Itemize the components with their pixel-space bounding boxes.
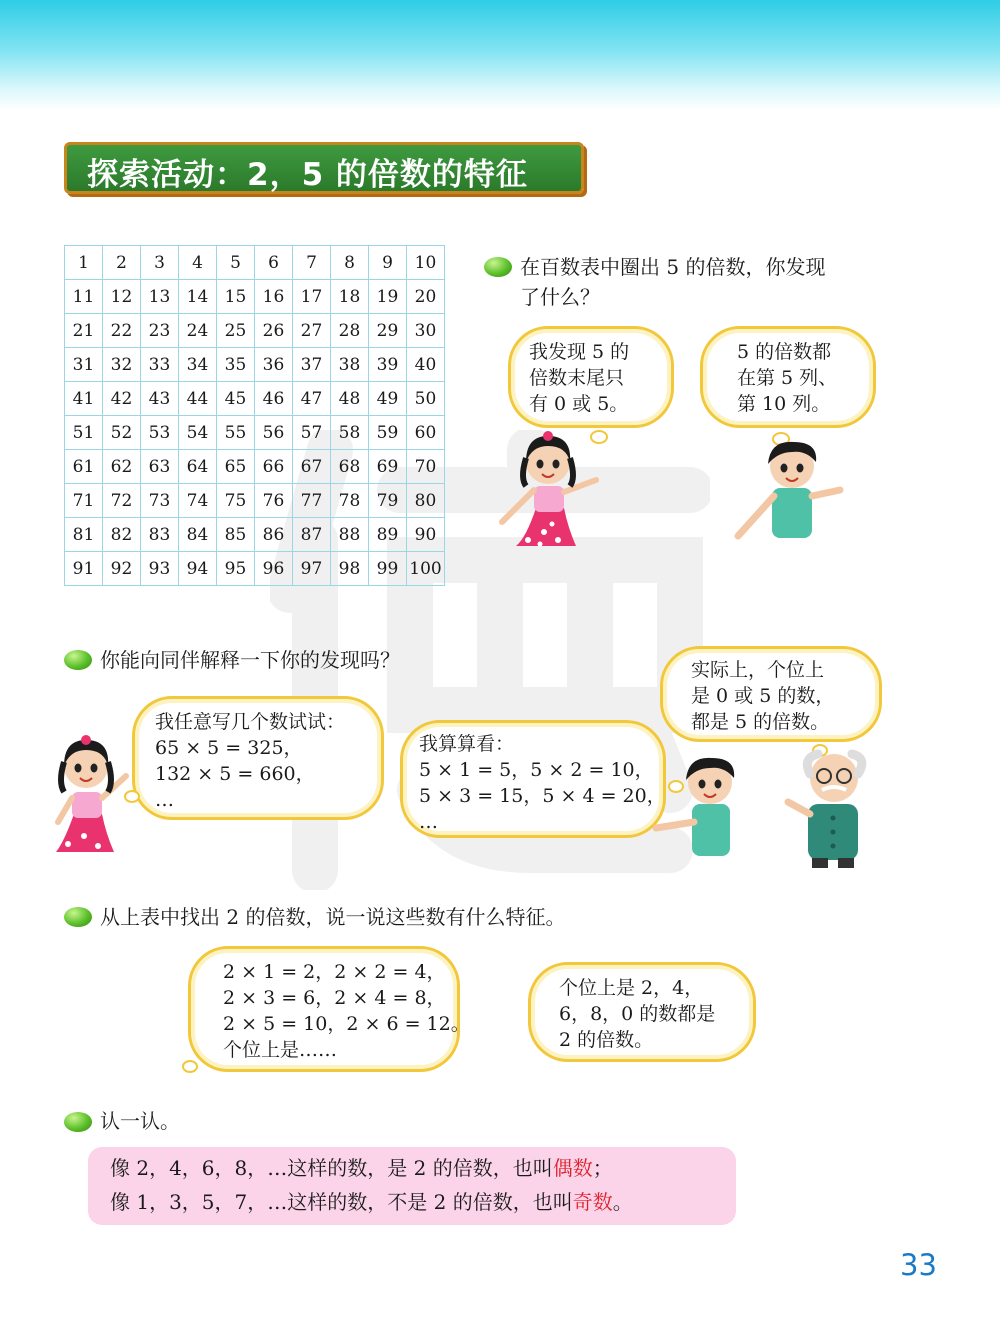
- hundred-chart-cell: 77: [293, 484, 331, 518]
- hundred-chart-cell: 37: [293, 348, 331, 382]
- bubble-line: 2 的倍数。: [559, 1029, 654, 1051]
- hundred-chart-cell: 66: [255, 450, 293, 484]
- bubble-line: 是 0 或 5 的数，: [691, 685, 835, 707]
- definition-odd-line: [110, 1187, 633, 1217]
- punctuation: 。: [612, 1190, 633, 1214]
- hundred-chart-cell: 46: [255, 382, 293, 416]
- hundred-chart-cell: 15: [217, 280, 255, 314]
- bubble-line: 2 × 1 = 2，2 × 2 = 4，: [223, 961, 446, 983]
- speech-bubble-q3-left: [188, 946, 470, 1072]
- hundred-chart-cell: 71: [65, 484, 103, 518]
- hundred-chart-cell: 62: [103, 450, 141, 484]
- hundred-chart-cell: 90: [407, 518, 445, 552]
- hundred-chart-cell: 34: [179, 348, 217, 382]
- definition-even-text: 像 2，4，6，8，…这样的数，是 2 的倍数，也叫: [110, 1156, 553, 1180]
- hundred-chart-cell: 2: [103, 246, 141, 280]
- hundred-chart-cell: 42: [103, 382, 141, 416]
- hundred-chart-cell: 48: [331, 382, 369, 416]
- bubble-line: 个位上是 2，4，: [559, 977, 704, 999]
- hundred-chart-cell: 95: [217, 552, 255, 586]
- girl-illustration-icon: [496, 428, 616, 552]
- bubble-line: 5 的倍数都: [737, 341, 832, 363]
- hundred-chart-cell: 21: [65, 314, 103, 348]
- hundred-chart-cell: 3: [141, 246, 179, 280]
- hundred-chart-cell: 53: [141, 416, 179, 450]
- hundred-chart-cell: 41: [65, 382, 103, 416]
- hundred-chart-cell: 65: [217, 450, 255, 484]
- hundred-chart-row: [65, 518, 445, 552]
- q2-prompt: 你能向同伴解释一下你的发现吗？: [100, 648, 400, 672]
- hundred-chart-cell: 20: [407, 280, 445, 314]
- hundred-chart-cell: 12: [103, 280, 141, 314]
- hundred-chart-cell: 52: [103, 416, 141, 450]
- term-even: 偶数: [552, 1156, 593, 1180]
- bubble-line: 个位上是……: [223, 1039, 338, 1061]
- girl-illustration-icon: [40, 732, 140, 856]
- hundred-chart-row: [65, 450, 445, 484]
- hundred-chart-cell: 73: [141, 484, 179, 518]
- speech-bubble-girl-q1: [508, 326, 674, 428]
- bubble-line: 5 × 3 = 15，5 × 4 = 20，: [419, 785, 666, 807]
- hundred-chart-row: [65, 246, 445, 280]
- speech-bubble-teacher-q2: [660, 646, 882, 742]
- hundred-chart-cell: 64: [179, 450, 217, 484]
- hundred-chart-cell: 55: [217, 416, 255, 450]
- hundred-chart-cell: 5: [217, 246, 255, 280]
- bubble-tail: [182, 1060, 198, 1073]
- bubble-line: 都是 5 的倍数。: [691, 711, 830, 733]
- hundred-chart-cell: 78: [331, 484, 369, 518]
- hundred-chart-cell: 60: [407, 416, 445, 450]
- boy-illustration-icon: [734, 436, 854, 548]
- hundred-chart-cell: 91: [65, 552, 103, 586]
- hundred-chart-cell: 28: [331, 314, 369, 348]
- green-bullet-icon: [64, 907, 92, 927]
- hundred-chart-cell: 30: [407, 314, 445, 348]
- hundred-chart-cell: 94: [179, 552, 217, 586]
- hundred-chart-cell: 68: [331, 450, 369, 484]
- hundred-chart-cell: 84: [179, 518, 217, 552]
- q4-prompt: 认一认。: [100, 1109, 180, 1133]
- hundred-chart-cell: 26: [255, 314, 293, 348]
- hundred-chart-cell: 49: [369, 382, 407, 416]
- hundred-chart-row: [65, 382, 445, 416]
- speech-bubble-girl-q2: [132, 696, 384, 820]
- hundred-chart-cell: 50: [407, 382, 445, 416]
- hundred-chart-cell: 63: [141, 450, 179, 484]
- bubble-line: 2 × 5 = 10，2 × 6 = 12。: [223, 1013, 470, 1035]
- hundred-chart-cell: 19: [369, 280, 407, 314]
- hundred-chart-cell: 58: [331, 416, 369, 450]
- hundred-chart-cell: 85: [217, 518, 255, 552]
- hundred-chart-row: [65, 552, 445, 586]
- bubble-line: 第 10 列。: [737, 393, 831, 415]
- hundred-chart-cell: 54: [179, 416, 217, 450]
- hundred-chart-row: [65, 484, 445, 518]
- hundred-chart-cell: 45: [217, 382, 255, 416]
- hundred-chart-cell: 72: [103, 484, 141, 518]
- hundred-chart-cell: 98: [331, 552, 369, 586]
- hundred-chart-cell: 57: [293, 416, 331, 450]
- hundred-chart-cell: 39: [369, 348, 407, 382]
- hundred-chart-cell: 10: [407, 246, 445, 280]
- hundred-chart-cell: 7: [293, 246, 331, 280]
- hundred-chart-cell: 35: [217, 348, 255, 382]
- q3-prompt: 从上表中找出 2 的倍数，说一说这些数有什么特征。: [100, 905, 566, 929]
- top-decor-band: [0, 0, 1000, 110]
- hundred-chart-cell: 22: [103, 314, 141, 348]
- bubble-line: 132 × 5 = 660，: [155, 763, 315, 785]
- hundred-chart-cell: 33: [141, 348, 179, 382]
- hundred-chart-cell: 79: [369, 484, 407, 518]
- bubble-line: 2 × 3 = 6，2 × 4 = 8，: [223, 987, 446, 1009]
- bubble-line: 在第 5 列、: [737, 367, 838, 389]
- hundred-chart-cell: 86: [255, 518, 293, 552]
- hundred-chart-cell: 47: [293, 382, 331, 416]
- bubble-line: 实际上，个位上: [691, 659, 825, 681]
- hundred-chart-cell: 16: [255, 280, 293, 314]
- hundred-chart-row: [65, 280, 445, 314]
- hundred-chart-cell: 51: [65, 416, 103, 450]
- q1-prompt-line2: 了什么？: [520, 285, 600, 309]
- hundred-chart-cell: 9: [369, 246, 407, 280]
- term-odd: 奇数: [572, 1190, 613, 1214]
- hundred-chart-cell: 61: [65, 450, 103, 484]
- hundred-chart-row: [65, 416, 445, 450]
- bubble-line: 5 × 1 = 5，5 × 2 = 10，: [419, 759, 654, 781]
- definition-even-line: [110, 1153, 613, 1183]
- bubble-line: …: [419, 811, 438, 833]
- hundred-chart-cell: 67: [293, 450, 331, 484]
- hundred-chart-cell: 56: [255, 416, 293, 450]
- hundred-chart-cell: 81: [65, 518, 103, 552]
- hundred-chart-cell: 24: [179, 314, 217, 348]
- page-number: 33: [900, 1248, 937, 1282]
- hundred-chart-cell: 1: [65, 246, 103, 280]
- boy-illustration-icon: [650, 752, 750, 864]
- hundred-chart-cell: 59: [369, 416, 407, 450]
- hundred-chart-cell: 14: [179, 280, 217, 314]
- teacher-illustration-icon: [778, 744, 888, 870]
- definition-box: [88, 1147, 736, 1225]
- green-bullet-icon: [484, 257, 512, 277]
- hundred-chart-cell: 23: [141, 314, 179, 348]
- hundred-chart-cell: 27: [293, 314, 331, 348]
- hundred-chart-cell: 36: [255, 348, 293, 382]
- hundred-chart-cell: 88: [331, 518, 369, 552]
- bubble-line: 我任意写几个数试试：: [155, 711, 346, 733]
- hundred-chart-cell: 40: [407, 348, 445, 382]
- bubble-line: 6，8，0 的数都是: [559, 1003, 716, 1025]
- definition-odd-text: 像 1，3，5，7，…这样的数，不是 2 的倍数，也叫: [110, 1190, 573, 1214]
- hundred-chart-cell: 18: [331, 280, 369, 314]
- hundred-chart-cell: 75: [217, 484, 255, 518]
- hundred-chart-cell: 11: [65, 280, 103, 314]
- hundred-chart-cell: 100: [407, 552, 445, 586]
- hundred-chart-cell: 29: [369, 314, 407, 348]
- section-title: 探索活动：2，5 的倍数的特征: [87, 157, 528, 193]
- punctuation: ；: [592, 1156, 613, 1180]
- speech-bubble-q3-right: [528, 962, 756, 1062]
- hundred-chart-cell: 70: [407, 450, 445, 484]
- section-title-banner: [64, 142, 584, 194]
- hundred-chart-cell: 74: [179, 484, 217, 518]
- hundred-chart-cell: 92: [103, 552, 141, 586]
- hundred-chart-cell: 32: [103, 348, 141, 382]
- hundred-chart-cell: 76: [255, 484, 293, 518]
- hundred-chart-cell: 99: [369, 552, 407, 586]
- q1-prompt-line1: 在百数表中圈出 5 的倍数，你发现: [520, 255, 826, 279]
- hundred-chart-row: [65, 314, 445, 348]
- speech-bubble-boy-q2: [400, 720, 666, 838]
- hundred-chart-cell: 93: [141, 552, 179, 586]
- bubble-line: 我算算看：: [419, 733, 515, 755]
- hundred-chart-cell: 80: [407, 484, 445, 518]
- hundred-chart-cell: 31: [65, 348, 103, 382]
- green-bullet-icon: [64, 650, 92, 670]
- hundred-chart-cell: 82: [103, 518, 141, 552]
- bubble-line: …: [155, 789, 174, 811]
- hundred-chart-cell: 4: [179, 246, 217, 280]
- hundred-chart-cell: 43: [141, 382, 179, 416]
- hundred-chart-cell: 25: [217, 314, 255, 348]
- hundred-chart-cell: 83: [141, 518, 179, 552]
- hundred-chart-cell: 6: [255, 246, 293, 280]
- hundred-chart-table: [64, 245, 445, 586]
- hundred-chart-cell: 69: [369, 450, 407, 484]
- bubble-line: 我发现 5 的: [529, 341, 630, 363]
- hundred-chart-cell: 38: [331, 348, 369, 382]
- bubble-line: 65 × 5 = 325，: [155, 737, 303, 759]
- hundred-chart-cell: 44: [179, 382, 217, 416]
- hundred-chart-cell: 97: [293, 552, 331, 586]
- hundred-chart-cell: 87: [293, 518, 331, 552]
- speech-bubble-boy-q1: [700, 326, 876, 428]
- hundred-chart-cell: 96: [255, 552, 293, 586]
- hundred-chart-cell: 17: [293, 280, 331, 314]
- hundred-chart-cell: 13: [141, 280, 179, 314]
- bubble-line: 倍数末尾只: [529, 367, 625, 389]
- bubble-line: 有 0 或 5。: [529, 393, 629, 415]
- hundred-chart-row: [65, 348, 445, 382]
- green-bullet-icon: [64, 1112, 92, 1132]
- hundred-chart-cell: 8: [331, 246, 369, 280]
- hundred-chart-cell: 89: [369, 518, 407, 552]
